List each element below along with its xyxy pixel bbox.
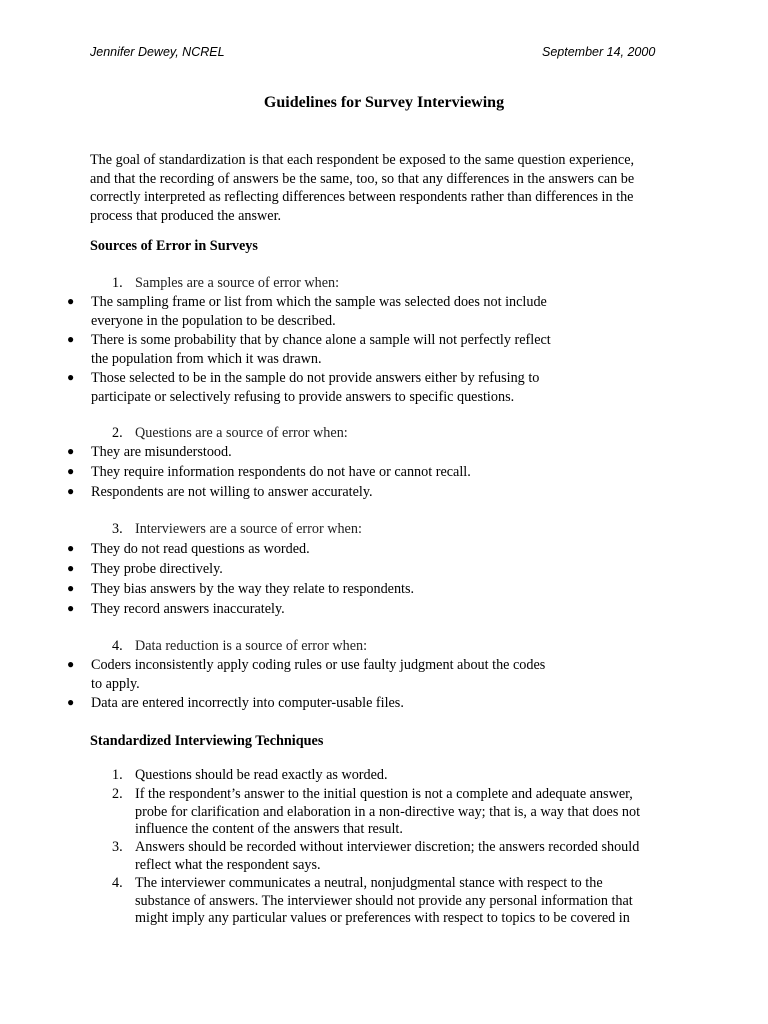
bullet-icon: ● (67, 601, 75, 615)
item-number: 4. (112, 875, 123, 891)
bullet-icon: ● (67, 581, 75, 595)
intro-line: correctly interpreted as reflecting differences between respondents rather than differences in the (90, 189, 634, 206)
bullet-text: everyone in the population to be described. (91, 313, 336, 329)
item-text: influence the content of the answers that result. (135, 821, 403, 837)
bullet-text: They record answers inaccurately. (91, 601, 285, 617)
bullet-text: Data are entered incorrectly into computer-usable files. (91, 695, 404, 711)
bullet-text: They probe directively. (91, 561, 223, 577)
intro-line: The goal of standardization is that each respondent be exposed to the same question experience, (90, 152, 635, 168)
section-heading-error-sources: Sources of Error in Surveys (90, 238, 258, 254)
bullet-icon: ● (67, 294, 75, 308)
section-heading-techniques: Standardized Interviewing Techniques (90, 733, 324, 749)
intro-paragraph (90, 151, 676, 226)
intro-line: process that produced the answer. (90, 208, 282, 225)
item-number: 2. (112, 425, 123, 441)
item-text: Questions should be read exactly as worded. (135, 767, 388, 783)
bullet-icon: ● (67, 332, 75, 346)
item-number: 3. (112, 521, 123, 537)
bullet-text: The sampling frame or list from which the sample was selected does not include (91, 294, 547, 310)
bullet-icon: ● (67, 464, 75, 478)
item-number: 1. (112, 767, 123, 783)
bullet-icon: ● (67, 484, 75, 498)
item-text: substance of answers. The interviewer should not provide any personal information that (135, 893, 633, 909)
bullet-text: Respondents are not willing to answer accurately. (91, 484, 373, 500)
item-lead: Questions are a source of error when: (135, 425, 348, 441)
bullet-text: Those selected to be in the sample do not provide answers either by refusing to (91, 370, 540, 386)
intro-line: and that the recording of answers be the same, too, so that any differences in the answers can be (90, 170, 635, 187)
bullet-text: They bias answers by the way they relate to respondents. (91, 581, 415, 597)
bullet-text: the population from which it was drawn. (91, 351, 322, 367)
item-text: might imply any particular values or preferences with respect to topics to be covered in (135, 910, 630, 926)
item-lead: Interviewers are a source of error when: (135, 521, 362, 537)
bullet-icon: ● (67, 541, 75, 555)
item-number: 3. (112, 839, 123, 855)
bullet-icon: ● (67, 695, 75, 709)
item-lead: Data reduction is a source of error when: (135, 638, 368, 654)
bullet-text: There is some probability that by chance alone a sample will not perfectly reflect (91, 332, 551, 348)
bullet-icon: ● (67, 370, 75, 384)
bullet-text: Coders inconsistently apply coding rules or use faulty judgment about the codes (91, 657, 546, 673)
item-text: probe for clarification and elaboration in a non-directive way; that is, a way that does not (135, 804, 641, 820)
bullet-icon: ● (67, 657, 75, 671)
bullet-text: to apply. (91, 676, 140, 692)
item-text: If the respondent’s answer to the initial question is not a complete and adequate answer, (135, 786, 633, 802)
item-text: Answers should be recorded without interviewer discretion; the answers recorded should (135, 839, 640, 855)
document-title: Guidelines for Survey Interviewing (263, 94, 505, 111)
bullet-icon: ● (67, 561, 75, 575)
bullet-text: They do not read questions as worded. (91, 541, 310, 557)
bullet-text: participate or selectively refusing to provide answers to specific questions. (91, 389, 515, 405)
item-number: 1. (112, 275, 123, 291)
item-text: The interviewer communicates a neutral, nonjudgmental stance with respect to the (135, 875, 603, 891)
item-lead: Samples are a source of error when: (135, 275, 340, 291)
bullet-icon: ● (67, 444, 75, 458)
item-number: 4. (112, 638, 123, 654)
bullet-text: They require information respondents do not have or cannot recall. (91, 464, 471, 480)
header-date: September 14, 2000 (542, 45, 656, 59)
bullet-text: They are misunderstood. (91, 444, 232, 460)
item-text: reflect what the respondent says. (135, 857, 321, 873)
item-number: 2. (112, 786, 123, 802)
header-author: Jennifer Dewey, NCREL (90, 45, 225, 59)
